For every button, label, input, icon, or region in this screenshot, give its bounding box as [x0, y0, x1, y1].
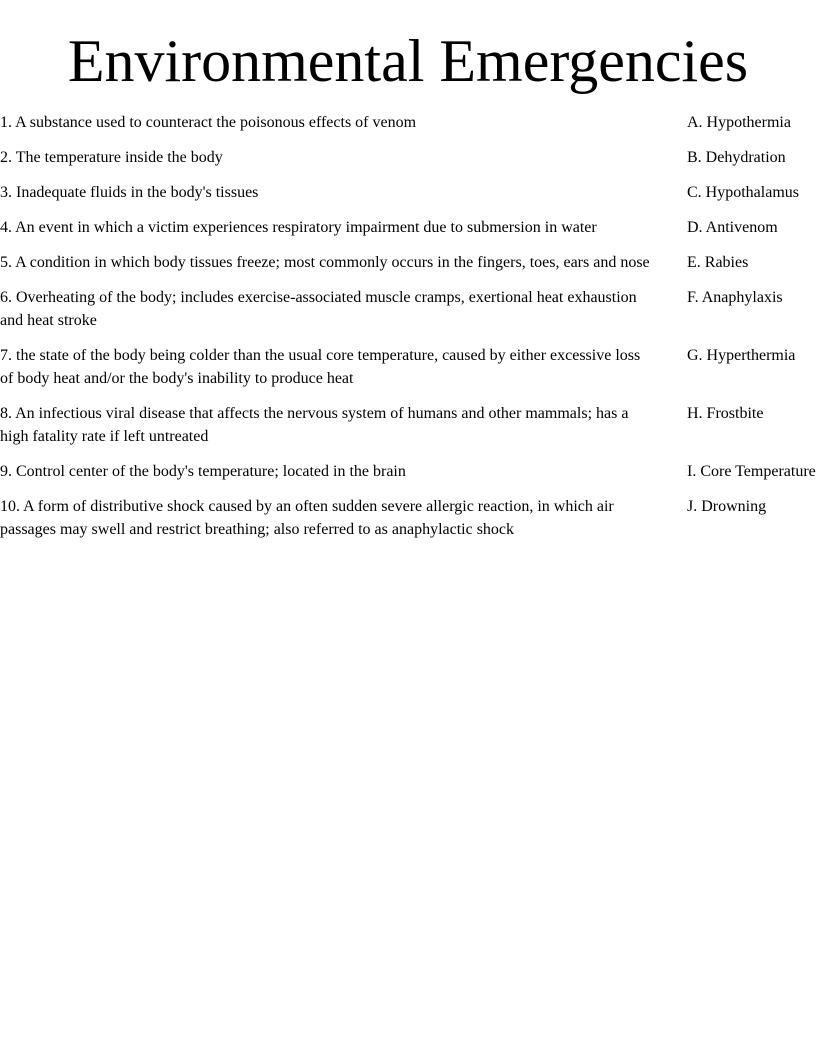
question-5: 5. A condition in which body tissues freeze; most commonly occurs in the fingers, toes, ears and nose — [0, 254, 650, 271]
answer-f: F. Anaphylaxis — [687, 289, 783, 306]
matching-row — [0, 251, 816, 274]
question-9: 9. Control center of the body's temperature; located in the brain — [0, 463, 406, 480]
matching-row — [0, 181, 816, 204]
question-8: 8. An infectious viral disease that affects the nervous system of humans and other mammals; has a high fatality rate if left untreated — [0, 405, 629, 445]
answer-i: I. Core Temperature — [687, 463, 816, 480]
page-title: Environmental Emergencies — [67, 28, 749, 94]
answer-b: B. Dehydration — [687, 149, 786, 166]
question-4: 4. An event in which a victim experiences respiratory impairment due to submersion in water — [0, 219, 597, 236]
matching-row — [0, 216, 816, 239]
matching-row — [0, 402, 816, 448]
question-1: 1. A substance used to counteract the poisonous effects of venom — [0, 114, 417, 131]
answer-d: D. Antivenom — [687, 219, 778, 236]
answer-c: C. Hypothalamus — [687, 184, 799, 201]
answer-g: G. Hyperthermia — [687, 347, 796, 364]
matching-row — [0, 344, 816, 390]
answer-h: H. Frostbite — [687, 405, 764, 422]
matching-row — [0, 460, 816, 483]
matching-row — [0, 146, 816, 169]
matching-row — [0, 495, 816, 541]
question-6: 6. Overheating of the body; includes exercise-associated muscle cramps, exertional heat exhaustion and heat stroke — [0, 289, 637, 329]
matching-list — [0, 111, 816, 553]
question-3: 3. Inadequate fluids in the body's tissues — [0, 184, 259, 201]
question-10: 10. A form of distributive shock caused by an often sudden severe allergic reaction, in which air passages may swell and restrict breathing; also referred to as anaphylactic shock — [0, 498, 614, 538]
question-2: 2. The temperature inside the body — [0, 149, 223, 166]
matching-row — [0, 286, 816, 332]
matching-row — [0, 111, 816, 134]
answer-a: A. Hypothermia — [687, 114, 791, 131]
question-7: 7. the state of the body being colder than the usual core temperature, caused by either excessive loss of body heat and/or the body's inability to produce heat — [0, 347, 641, 387]
answer-e: E. Rabies — [687, 254, 749, 271]
answer-j: J. Drowning — [687, 498, 767, 515]
